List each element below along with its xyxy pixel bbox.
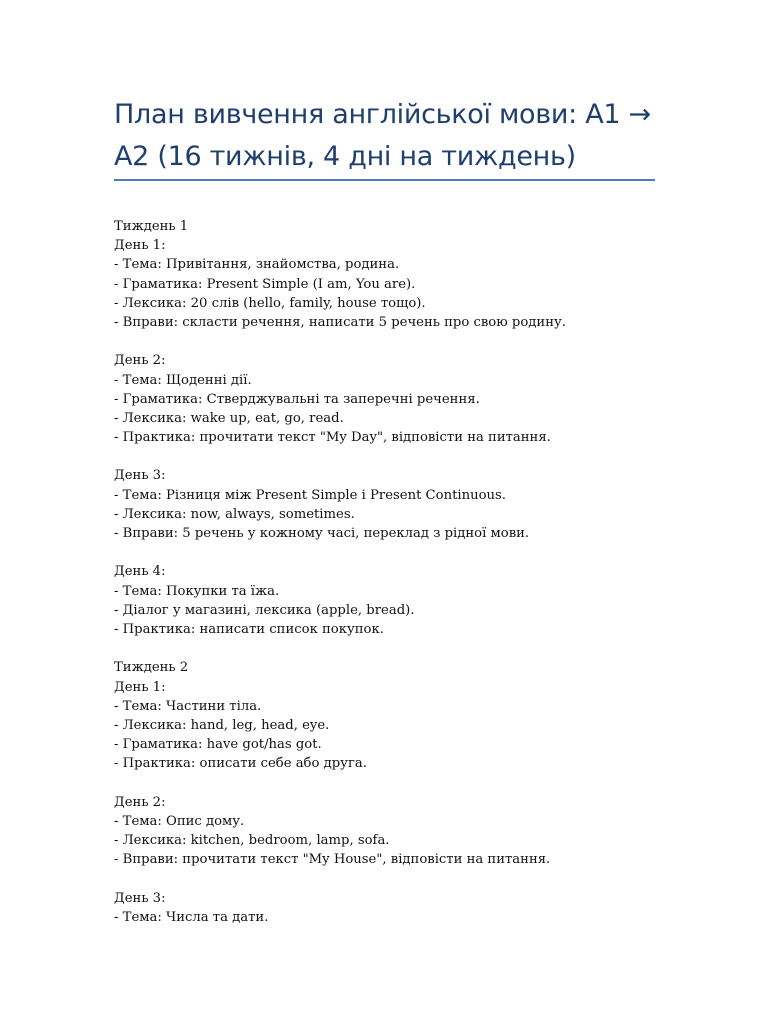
plan-item: - Тема: Щоденні дії. [114,372,252,388]
week-heading: Тиждень 1 [114,219,189,234]
plan-item: - Тема: Частини тіла. [114,698,262,714]
day-heading: День 1: [114,679,166,695]
plan-item: - Вправи: прочитати текст "My House", відповісти на питання. [114,852,551,868]
plan-item: - Тема: Покупки та їжа. [114,583,280,599]
plan-item: - Граматика: have got/has got. [114,737,322,753]
plan-item: - Діалог у магазині, лексика (apple, bread). [114,602,415,618]
day-heading: День 4: [114,564,166,580]
week-heading: Тиждень 2 [114,660,189,676]
paragraph-gap [114,332,714,351]
plan-item: - Тема: Різниця між Present Simple і Present Continuous. [114,487,506,503]
plan-item: - Тема: Привітання, знайомства, родина. [114,257,400,273]
plan-item: - Лексика: hand, leg, head, eye. [114,717,330,733]
page-title: План вивчення англійської мови: A1 → A2 (16 тижнів, 4 дні на тиждень) [114,99,651,172]
plan-item: - Лексика: kitchen, bedroom, lamp, sofa. [114,833,390,848]
day-heading: День 2: [114,353,166,369]
plan-item: - Практика: описати себе або друга. [114,756,367,772]
title-underline [114,179,655,181]
paragraph-gap [114,447,714,466]
plan-item: - Лексика: wake up, eat, go, read. [114,410,344,426]
paragraph-gap [114,639,714,658]
plan-item: - Тема: Опис дому. [114,813,245,829]
day-heading: День 3: [114,890,166,906]
plan-item: - Практика: написати список покупок. [114,621,384,637]
plan-item: - Лексика: now, always, sometimes. [114,506,355,522]
paragraph-gap [114,773,714,792]
day-heading: День 2: [114,794,166,810]
plan-item: - Лексика: 20 слів (hello, family, house тощо). [114,295,426,311]
document-body [114,217,714,927]
paragraph-gap [114,869,714,888]
plan-item: - Вправи: 5 речень у кожному часі, переклад з рідної мови. [114,526,530,541]
day-heading: День 1: [114,238,166,254]
paragraph-gap [114,543,714,562]
day-heading: День 3: [114,468,166,484]
plan-item: - Тема: Числа та дати. [114,909,269,925]
plan-item: - Граматика: Стверджувальні та заперечні речення. [114,391,480,407]
plan-item: - Вправи: скласти речення, написати 5 речень про свою родину. [114,314,566,330]
plan-item: - Практика: прочитати текст "My Day", відповісти на питання. [114,430,551,446]
plan-item: - Граматика: Present Simple (I am, You are). [114,276,416,292]
